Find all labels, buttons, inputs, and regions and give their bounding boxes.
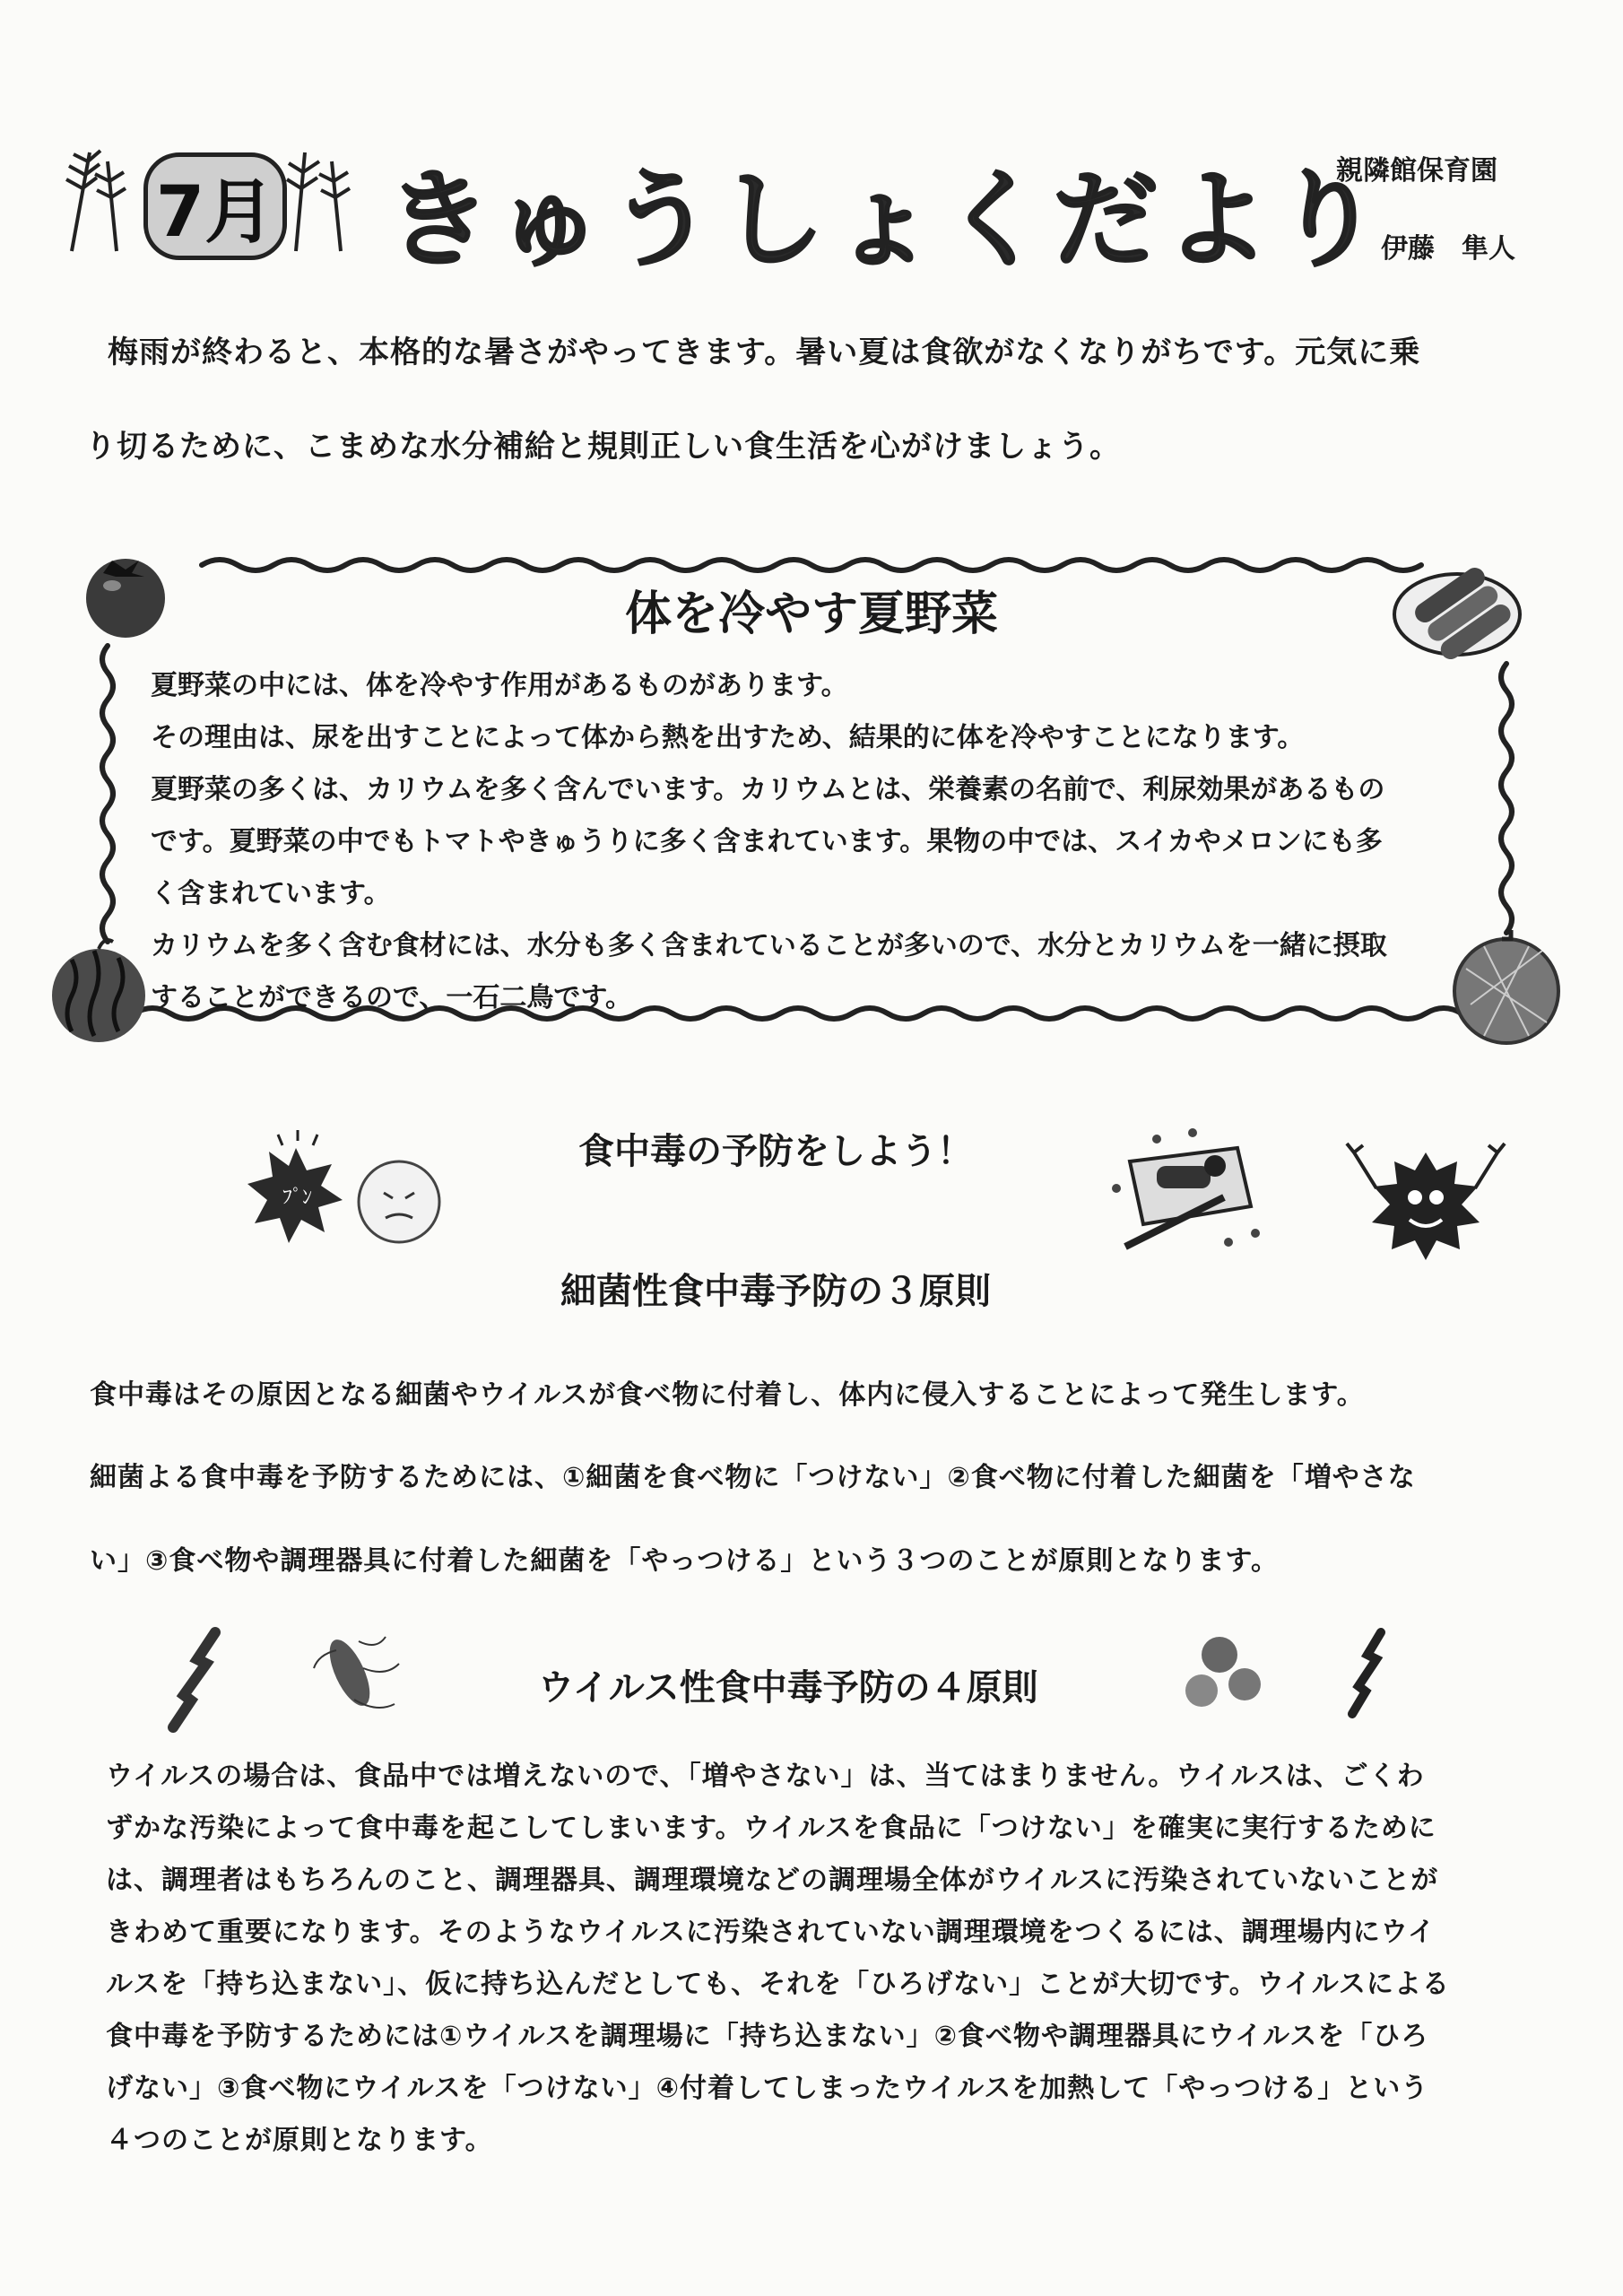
author-name: 伊藤 隼人 — [1381, 233, 1515, 265]
watermelon-icon — [45, 933, 152, 1049]
summer-vegetables-title: 体を冷やす夏野菜 — [624, 587, 998, 641]
text-line: 夏野菜の中には、体を冷やす作用があるものがあります。 — [151, 670, 848, 701]
summer-vegetables-body — [151, 660, 1496, 1024]
virus-body — [106, 1753, 1450, 2170]
text-line: です。夏野菜の中でもトマトやきゅうりに多く含まれています。果物の中では、スイカやメロンにも多 — [151, 826, 1383, 857]
kitchen-germs-icon — [1103, 1126, 1264, 1260]
text-line: ウイルスの場合は、食品中では増えないので、「増やさない」は、当てはまりません。ウイルスは、ごくわ — [106, 1761, 1425, 1792]
bacteria-principles-title: 細菌性食中毒予防の３原則 — [560, 1270, 991, 1312]
germ-characters-icon — [242, 1130, 457, 1256]
text-line: げない」③食べ物にウイルスを「つけない」④付着してしまったウイルスを加熱して「やっつける」という — [106, 2073, 1429, 2104]
text-line: カリウムを多く含む食材には、水分も多く含まれていることが多いので、水分とカリウムを一緒に摂取 — [151, 930, 1387, 961]
virus-particles-icon — [1166, 1614, 1399, 1740]
text-line: ずかな汚染によって食中毒を起こしてしまいます。ウイルスを食品に「つけない」を確実に実行するために — [106, 1813, 1436, 1844]
text-line: 食中毒を予防するためには①ウイルスを調理場に「持ち込まない」②食べ物や調理器具にウイルスを「ひろ — [106, 2021, 1429, 2052]
organization-name: 親隣館保育園 — [1336, 155, 1497, 187]
text-line: く含まれています。 — [151, 878, 391, 909]
virus-monster-icon — [1336, 1126, 1515, 1269]
text-line: ルスを「持ち込まない」、仮に持ち込んだとしても、それを「ひろげない」ことが大切です。ウイルスによる — [106, 1969, 1450, 2000]
intro-line-2: り切るために、こまめな水分補給と規則正しい食生活を心がけましょう。 — [85, 429, 1121, 465]
bacteria-line-1: 食中毒はその原因となる細菌やウイルスが食べ物に付着し、体内に侵入することによって発生します。 — [90, 1379, 1365, 1411]
month-badge: 7月 — [143, 152, 287, 260]
food-poisoning-title: 食中毒の予防をしよう！ — [578, 1130, 973, 1172]
text-line: その理由は、尿を出すことによって体から熱を出すため、結果的に体を冷やすことになります。 — [151, 722, 1305, 753]
text-line: ４つのことが原則となります。 — [106, 2125, 493, 2156]
text-line: することができるので、一石二鳥です。 — [151, 982, 632, 1013]
text-line: 夏野菜の多くは、カリウムを多く含んでいます。カリウムとは、栄養素の名前で、利尿効果があるもの — [151, 774, 1385, 805]
newsletter-title: きゅうしょくだより — [386, 158, 1387, 282]
text-line: は、調理者はもちろんのこと、調理器具、調理環境などの調理場全体がウイルスに汚染されていないことが — [106, 1865, 1439, 1896]
bacteria-icon — [135, 1614, 421, 1740]
svg-text:ﾌﾟﾝ: ﾌﾟﾝ — [282, 1187, 313, 1209]
month-header-decoration — [36, 135, 368, 269]
text-line: きわめて重要になります。そのようなウイルスに汚染されていない調理環境をつくるには、調理場内にウイ — [106, 1917, 1436, 1948]
bacteria-line-2: 細菌よる食中毒を予防するためには、①細菌を食べ物に「つけない」②食べ物に付着した細菌を「増やさな — [90, 1462, 1416, 1493]
intro-line-1: 梅雨が終わると、本格的な暑さがやってきます。暑い夏は食欲がなくなりがちです。元気に乗 — [108, 335, 1421, 370]
bacteria-line-3: い」③食べ物や調理器具に付着した細菌を「やっつける」という３つのことが原則となります。 — [90, 1545, 1279, 1577]
virus-principles-title: ウイルス性食中毒予防の４原則 — [538, 1666, 1038, 1709]
